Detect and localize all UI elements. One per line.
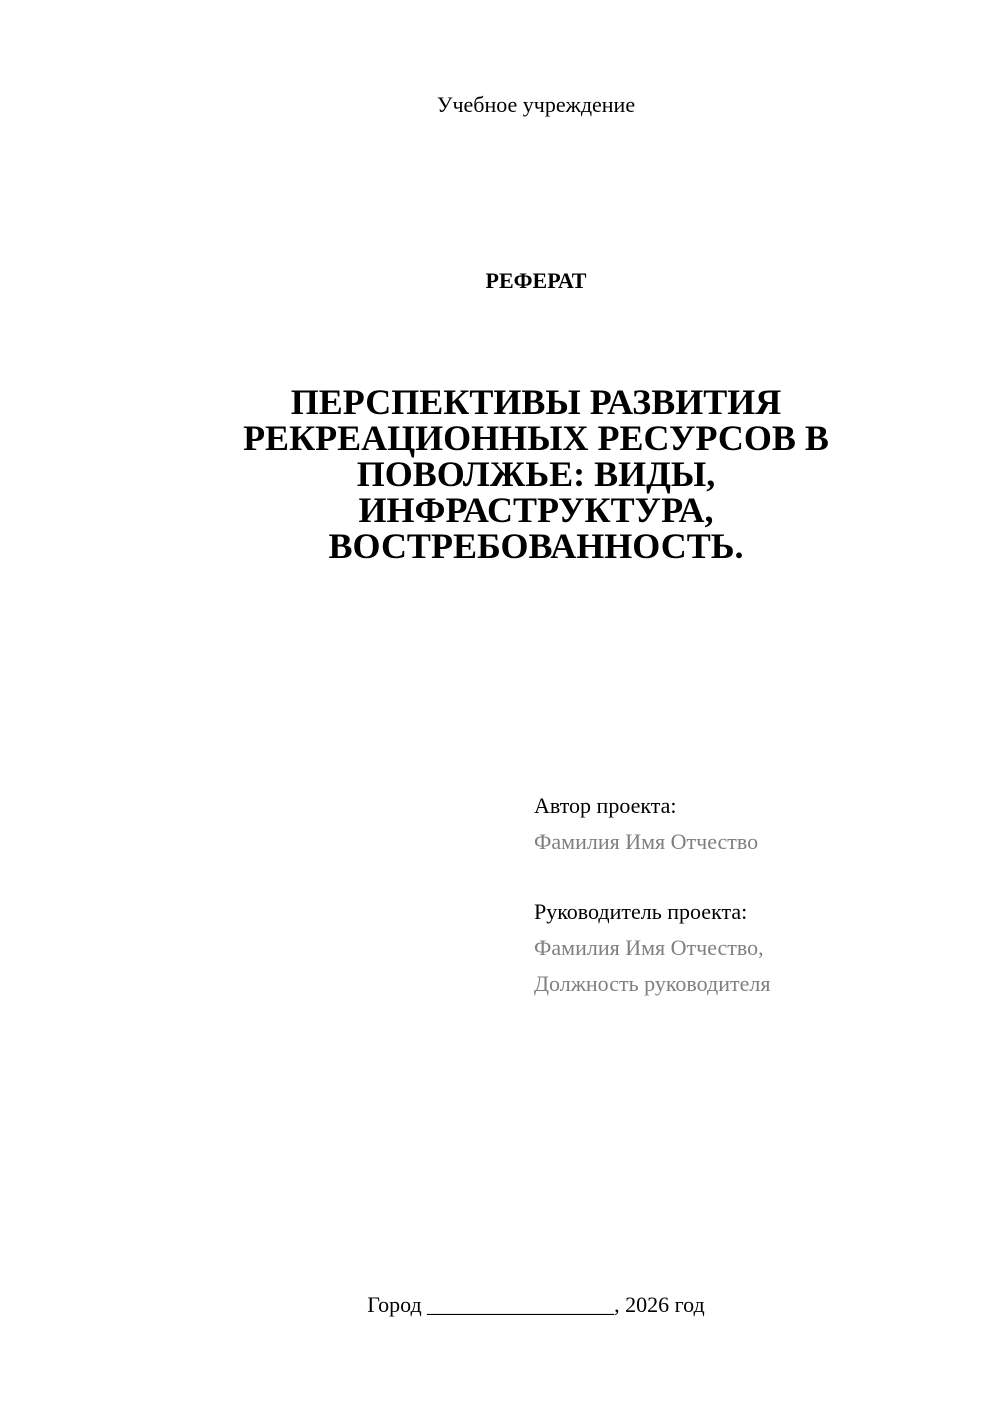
credits-spacer xyxy=(534,860,974,894)
institution-name: Учебное учреждение xyxy=(436,92,636,117)
title-line: ПЕРСПЕКТИВЫ РАЗВИТИЯ xyxy=(290,382,782,422)
supervisor-label: Руководитель проекта: xyxy=(534,899,748,924)
author-name: Фамилия Имя Отчество xyxy=(534,829,759,854)
title-line: ВОСТРЕБОВАННОСТЬ. xyxy=(328,526,744,566)
document-type: РЕФЕРАТ xyxy=(485,268,587,293)
supervisor-position: Должность руководителя xyxy=(534,971,771,996)
title-line: РЕКРЕАЦИОННЫХ РЕСУРСОВ В xyxy=(243,418,829,458)
title-line: ИНФРАСТРУКТУРА, xyxy=(358,490,714,530)
credits-block xyxy=(534,788,974,1002)
city-year-line: Город _________________, 2026 год xyxy=(367,1292,705,1317)
document-title xyxy=(200,384,872,564)
supervisor-name: Фамилия Имя Отчество, xyxy=(534,935,764,960)
title-line: ПОВОЛЖЬЕ: ВИДЫ, xyxy=(356,454,716,494)
author-label: Автор проекта: xyxy=(534,793,677,818)
